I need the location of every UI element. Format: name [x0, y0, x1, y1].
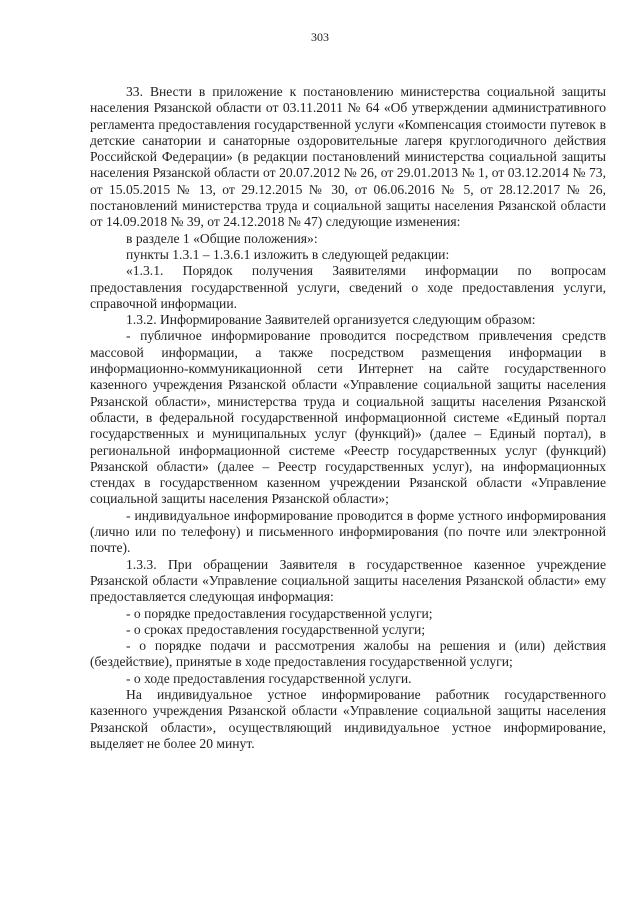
list-item-progress: - о ходе предоставления государственной услуги. — [126, 670, 412, 686]
paragraph-1-3-3: 1.3.3. При обращении Заявителя в государственное казенное учреждение Рязанской области «Управление социальной защиты населения Рязанской области» ему предоставляется следующая информация: — [90, 556, 606, 605]
paragraph-1-3-2: 1.3.2. Информирование Заявителей организуется следующим образом: — [126, 312, 536, 328]
paragraph-points-1-3-1: пункты 1.3.1 – 1.3.6.1 изложить в следующей редакции: — [126, 246, 450, 262]
paragraph-section-1: в разделе 1 «Общие положения»: — [126, 230, 318, 246]
page-number: 303 — [311, 30, 329, 44]
list-item-complaints: - о порядке подачи и рассмотрения жалобы на решения и (или) действия (бездействие), принятые в ходе предоставления государственной услуги; — [90, 638, 606, 670]
paragraph-oral-info: На индивидуальное устное информирование работник государственного казенного учреждения Рязанской области «Управление социальной защиты населения Рязанской области», осуществляющий индивидуальное устное информирование, выделяет не более 20 минут. — [90, 686, 606, 751]
paragraph-individual-info: - индивидуальное информирование проводится в форме устного информирования (лично или по телефону) и письменного информирования (по почте или электронной почте). — [90, 507, 606, 556]
paragraph-item-33: 33. Внести в приложение к постановлению министерства социальной защиты населения Рязанской области от 03.11.2011 № 64 «Об утверждении административного регламента предоставления государственной услуги «Компенсация стоимости путевок в детские санатории и санаторные оздоровительные лагеря круглогодичного действия Российской Федерации» (в редакции постановлений министерства социальной защиты населения Рязанской области от 20.07.2012 № 26, от 29.01.2013 № 1, от 03.12.2014 № 73, от 15.05.2015 № 13, от 29.12.2015 № 30, от 06.06.2016 № 5, от 28.12.2017 № 26, постановлений министерства труда и социальной защиты населения Рязанской области от 14.09.2018 № 39, от 24.12.2018 № 47) следующие изменения: — [90, 84, 606, 230]
paragraph-1-3-1: «1.3.1. Порядок получения Заявителями информации по вопросам предоставления государственной услуги, сведений о ходе предоставления услуги, справочной информации. — [90, 263, 606, 311]
paragraph-public-info: - публичное информирование проводится посредством привлечения средств массовой информации, а также посредством размещения информации в информационно-коммуникационной сети Интернет на сайте государственного казенного учреждения Рязанской области «Управление социальной защиты населения Рязанской области», министерства труда и социальной защиты населения Рязанской области, в федеральной государственной информационной системе «Единый портал государственных и муниципальных услуг (функций)» (далее – Единый портал), в региональной информационной системе «Реестр государственных услуг (функций) Рязанской области» (далее – Реестр государственных услуг), на информационных стендах в государственном казенном учреждении Рязанской области «Управление социальной защиты населения Рязанской области»; — [90, 328, 606, 507]
list-item-terms: - о сроках предоставления государственной услуги; — [126, 621, 426, 637]
document-body — [90, 84, 606, 752]
list-item-procedure: - о порядке предоставления государственной услуги; — [126, 605, 433, 621]
